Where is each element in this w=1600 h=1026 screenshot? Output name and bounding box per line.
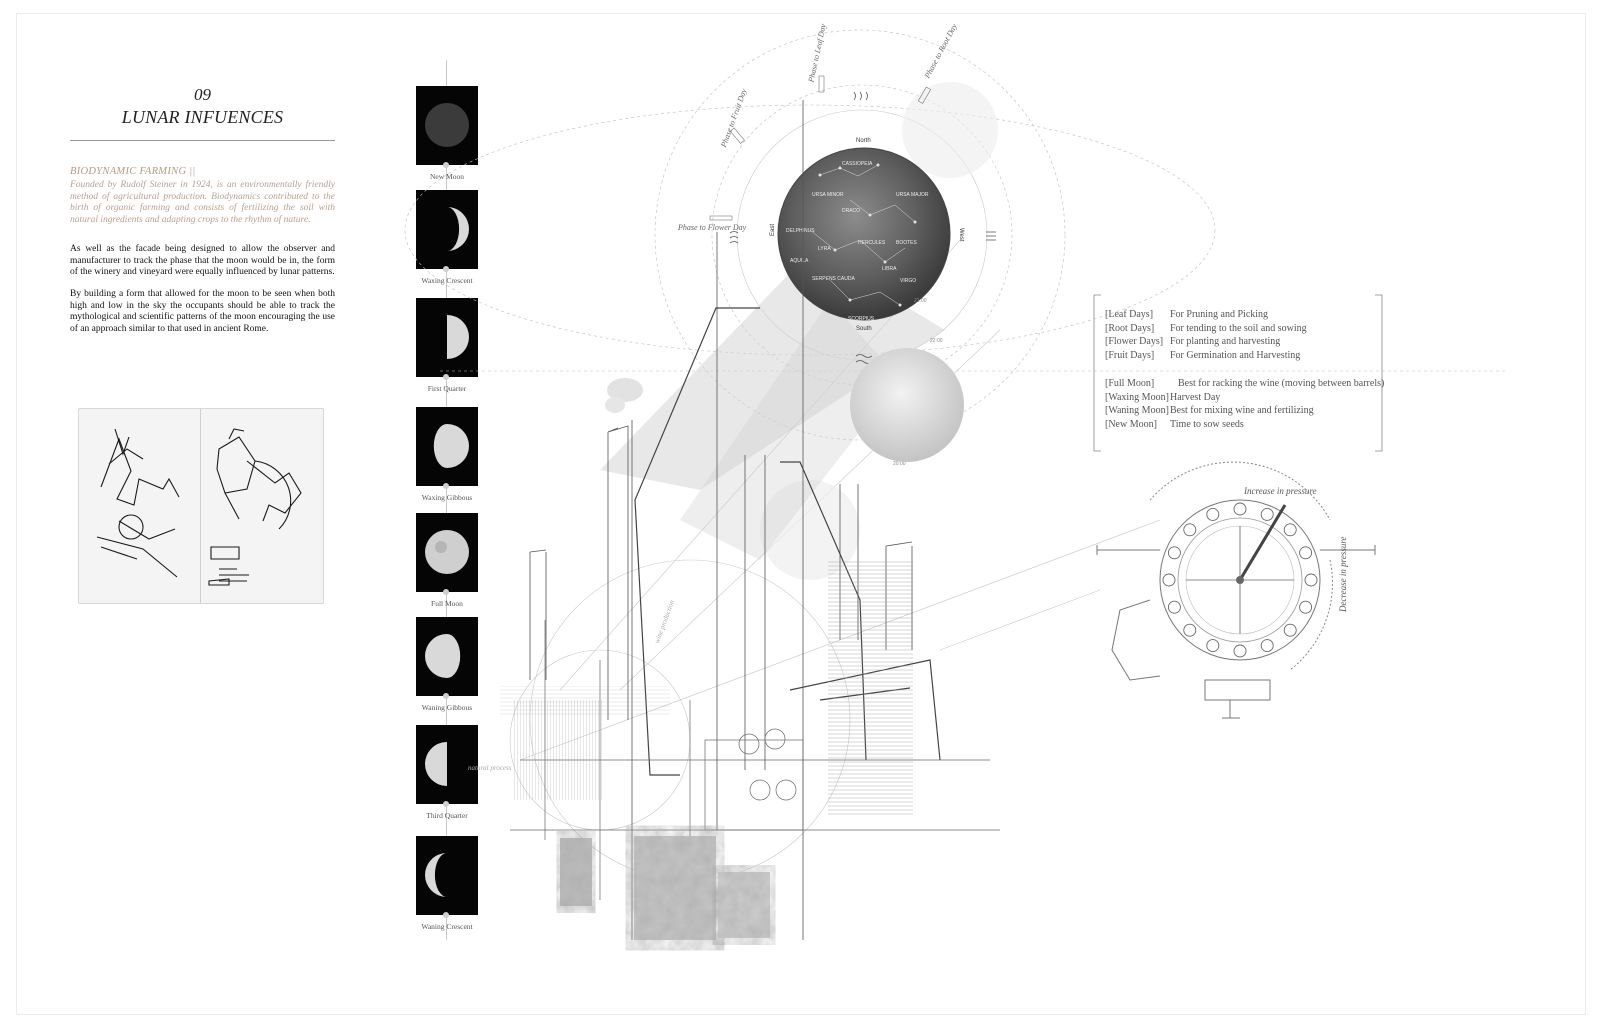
marker-fruit-day: Phase to Fruit Day [719,87,749,149]
marker-leaf-day: Phase to Leaf Day [806,23,828,83]
svg-text:AQUILA: AQUILA [790,258,809,264]
legend-description: For Germination and Harvesting [1170,350,1301,362]
stone-texture [560,838,592,906]
vessel-bolt [1284,624,1296,636]
svg-text:wine production: wine production [652,599,677,645]
moon-phase-label: Waxing Gibbous [421,493,473,502]
marker-root-day: Phase to Root Day [922,22,959,80]
body-paragraph-2: By building a form that allowed for the moon to be seen when both high and low in the sky the occupants should be able to track the mythological and scientific patterns of the moon encouraging the use of an approach similar to that used in ancient Rome. [70,289,335,334]
legend-description: Harvest Day [1170,391,1221,403]
svg-text:HERCULES: HERCULES [858,240,886,246]
stone-texture [634,836,716,940]
marker-flower-day: Phase to Flower Day [678,223,747,232]
legend-term: [Waning Moon] [1105,405,1169,417]
faded-circle [902,82,998,178]
vessel-bolt [1207,508,1219,520]
sheet-number: 09 [194,85,211,104]
vessel-bolt [1261,640,1273,652]
vessel-bolt [1184,524,1196,536]
svg-text:22:00: 22:00 [930,338,943,344]
svg-text:URSA MINOR: URSA MINOR [812,192,844,198]
legend-description: Time to sow seeds [1170,419,1244,431]
vessel-bolt [1234,503,1246,515]
intro-text: Founded by Rudolf Steiner in 1924, is an environmentally friendly method of agricultural production. Biodynamics contributed to the birth of organic farming and consists of fertilizing the soil with natural ingredients and adapting crops to the rhythm of nature. [70,180,335,225]
legend-term: [New Moon] [1105,419,1157,431]
vessel-bolt [1207,640,1219,652]
moon-phase-label: New Moon [430,172,464,181]
legend-term: [Fruit Days] [1105,350,1155,362]
vessel-bolt [1284,524,1296,536]
star-map-moon [778,148,950,320]
stone-texture [718,872,770,938]
vessel-bolt [1184,624,1196,636]
moon-phase-label: Waxing Crescent [421,276,473,285]
moon-phase-label: Third Quarter [426,811,468,820]
svg-text:VIRGO: VIRGO [900,278,917,284]
vessel-bolt [1300,547,1312,559]
leader-line [940,590,1100,650]
full-moon-image [850,348,964,462]
svg-text:URSA MAJOR: URSA MAJOR [896,192,929,198]
legend-description: For tending to the soil and sowing [1170,322,1307,334]
moon-phase-label: Full Moon [431,599,463,608]
vessel-bolt [1168,547,1180,559]
legend-term: [Leaf Days] [1105,309,1154,320]
page-title: LUNAR INFUENCES [121,107,284,127]
compass-east: East [770,223,776,236]
compass-west: West [958,228,964,242]
svg-text:natural process: natural process [468,764,512,772]
body-paragraph-1: As well as the facade being designed to allow the observer and manufacturer to track the phase that the moon would be in, the form of the winery and vineyard were equally influenced by lunar patterns. [70,244,335,277]
compass-south: South [856,326,872,332]
svg-text:SCORPIUS: SCORPIUS [848,316,875,322]
legend-term: [Root Days] [1105,322,1155,334]
hatched-wall [828,560,913,815]
hatched-panel [500,686,670,716]
legend-description: For Pruning and Picking [1170,309,1269,320]
vessel-bolt [1261,508,1273,520]
svg-text:CASSIOPEIA: CASSIOPEIA [842,161,873,167]
vessel-bolt [1168,601,1180,613]
svg-text:LYRA: LYRA [818,246,831,252]
vessel-bolt [1163,574,1175,586]
vessel-bolt [1234,645,1246,657]
increase-pressure-label: Increase in pressure [1244,486,1317,496]
decrease-pressure-label: Decrease in pressure [1338,536,1348,612]
legend-term: [Full Moon] [1105,378,1155,389]
svg-text:20:00: 20:00 [893,461,906,467]
smoke-cloud [605,397,625,413]
legend-term: [Waxing Moon] [1105,391,1169,403]
legend-description: For planting and harvesting [1170,336,1281,348]
intro-heading: BIODYNAMIC FARMING || [70,166,196,177]
svg-text:BOOTES: BOOTES [896,240,917,246]
vessel-bolt [1300,601,1312,613]
svg-text:DELPHINUS: DELPHINUS [786,228,815,234]
legend-description: Best for racking the wine (moving between barrels) [1178,378,1385,389]
moon-phase-label: Waning Crescent [421,922,473,931]
moon-phase-label: First Quarter [427,384,467,393]
vessel-bolt [1305,574,1317,586]
legend-description: Best for mixing wine and fertilizing [1170,405,1314,417]
pressure-vessel [1097,462,1375,718]
svg-text:LIBRA: LIBRA [882,266,897,272]
legend-term: [Flower Days] [1105,336,1164,348]
moon-phase-label: Waning Gibbous [421,703,473,712]
compass-north: North [856,138,871,144]
svg-text:21:00: 21:00 [914,298,927,304]
svg-text:SERPENS CAUDA: SERPENS CAUDA [812,276,855,282]
svg-text:DRACO: DRACO [842,208,861,214]
